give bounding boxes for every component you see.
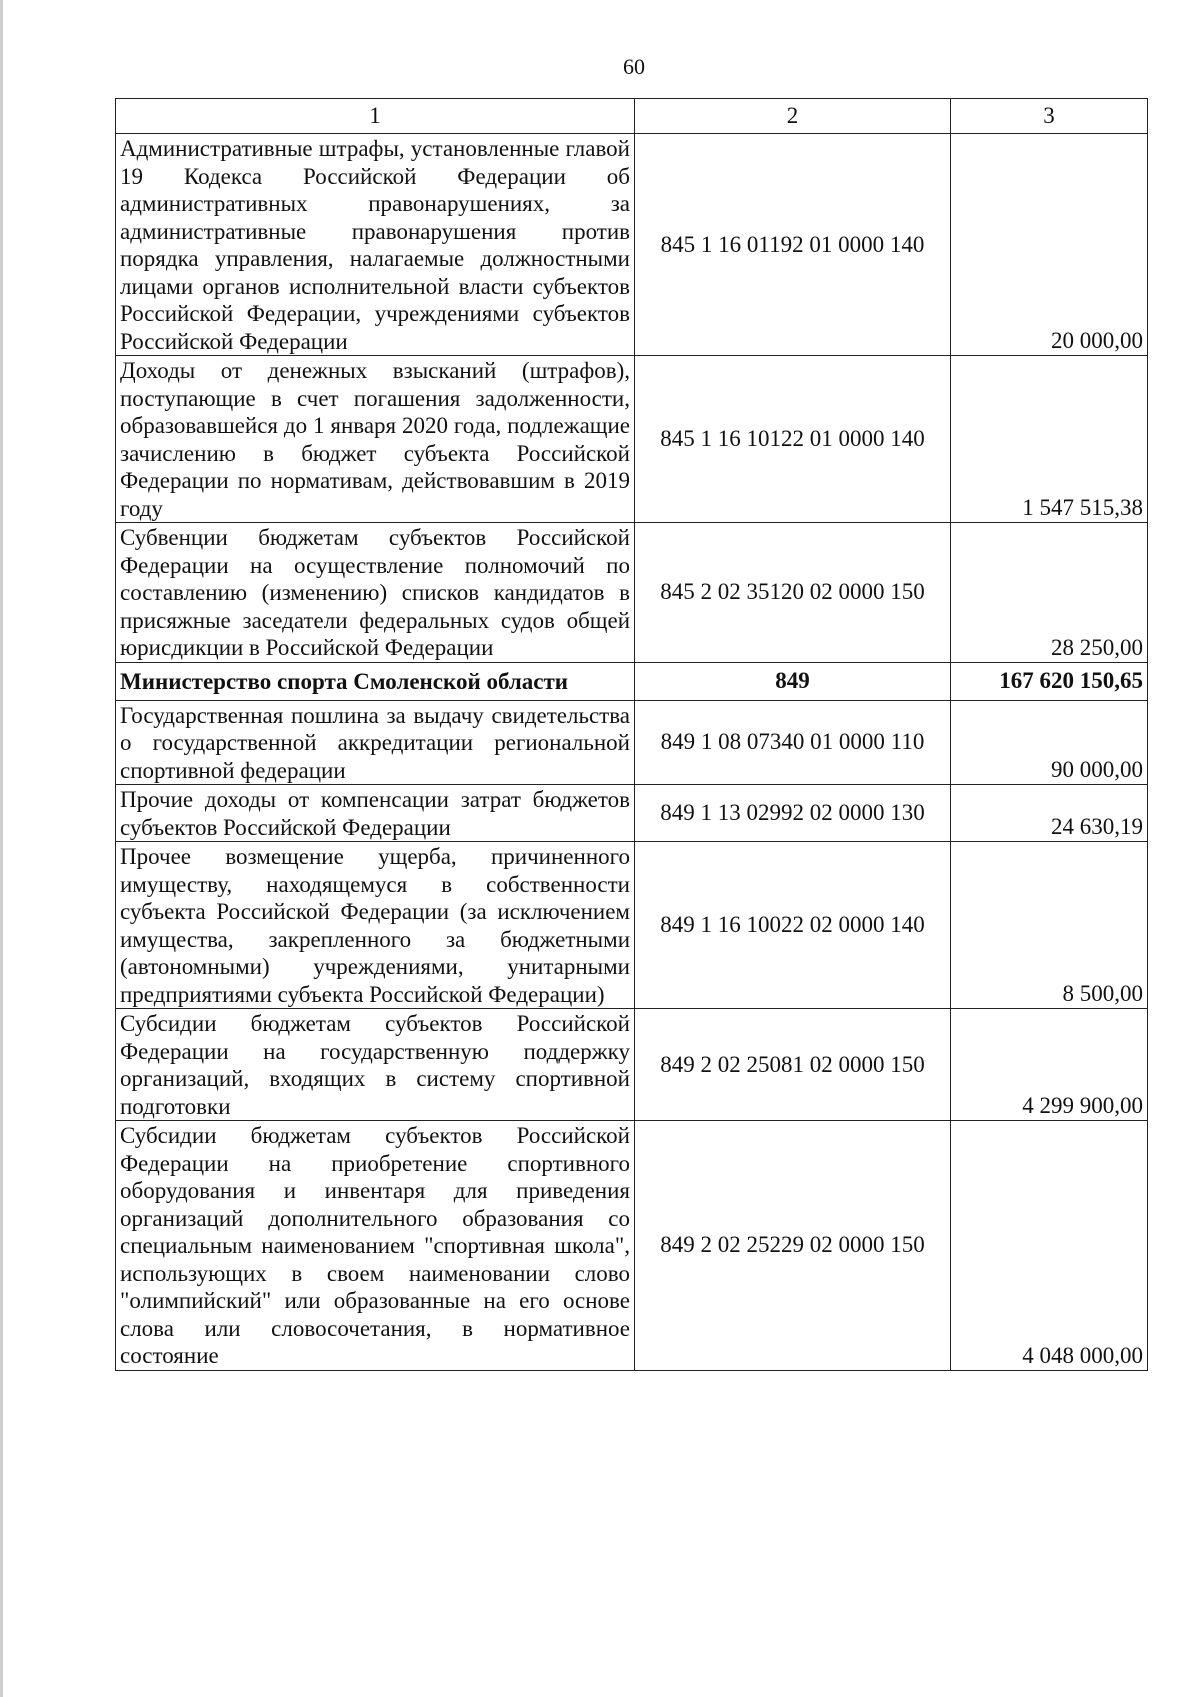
column-header-3: 3 <box>951 99 1148 134</box>
row-amount: 28 250,00 <box>951 523 1148 663</box>
table-row <box>116 1121 1148 1371</box>
table-row-ministry-total <box>116 662 1148 700</box>
row-description: Доходы от денежных взысканий (штрафов), поступающие в счет погашения задолженности, образовавшейся до 1 января 2020 года, подлежащие зачислению в бюджет субъекта Российской Федерации по нормативам, действовавшим в 2019 году <box>116 356 635 523</box>
row-code: 845 1 16 10122 01 0000 140 <box>635 356 951 523</box>
row-code: 849 <box>635 662 951 700</box>
row-amount: 1 547 515,38 <box>951 356 1148 523</box>
table-header-row <box>116 99 1148 134</box>
row-description: Государственная пошлина за выдачу свидетельства о государственной аккредитации региональной спортивной федерации <box>116 700 635 785</box>
row-code: 845 1 16 01192 01 0000 140 <box>635 134 951 356</box>
table-row <box>116 523 1148 663</box>
column-header-2: 2 <box>635 99 951 134</box>
row-code: 849 1 16 10022 02 0000 140 <box>635 842 951 1009</box>
row-amount: 4 048 000,00 <box>951 1121 1148 1371</box>
page-number: 60 <box>623 54 645 79</box>
row-amount: 4 299 900,00 <box>951 1009 1148 1121</box>
table-row <box>116 842 1148 1009</box>
table-row <box>116 785 1148 842</box>
row-description: Субсидии бюджетам субъектов Российской Федерации на приобретение спортивного оборудования и инвентаря для приведения организаций дополнительного образования со специальным наименованием "спортивная школа", использующих в своем наименовании слово "олимпийский" или образованные на его основе слова или словосочетания, в нормативное состояние <box>116 1121 635 1371</box>
row-description: Прочие доходы от компенсации затрат бюджетов субъектов Российской Федерации <box>116 785 635 842</box>
revenue-table <box>115 98 1148 1371</box>
row-code: 849 1 13 02992 02 0000 130 <box>635 785 951 842</box>
row-amount: 24 630,19 <box>951 785 1148 842</box>
column-header-1: 1 <box>116 99 635 134</box>
row-description: Субсидии бюджетам субъектов Российской Федерации на государственную поддержку организаций, входящих в систему спортивной подготовки <box>116 1009 635 1121</box>
scan-edge <box>0 0 3 1697</box>
row-code: 849 1 08 07340 01 0000 110 <box>635 700 951 785</box>
row-amount: 90 000,00 <box>951 700 1148 785</box>
row-amount: 167 620 150,65 <box>951 662 1148 700</box>
row-description: Прочее возмещение ущерба, причиненного имуществу, находящемуся в собственности субъекта Российской Федерации (за исключением имущества, закрепленного за бюджетными (автономными) учреждениями, унитарными предприятиями субъекта Российской Федерации) <box>116 842 635 1009</box>
table-row <box>116 356 1148 523</box>
row-description: Министерство спорта Смоленской области <box>116 662 635 700</box>
table-row <box>116 700 1148 785</box>
row-code: 849 2 02 25229 02 0000 150 <box>635 1121 951 1371</box>
row-code: 849 2 02 25081 02 0000 150 <box>635 1009 951 1121</box>
table-row <box>116 134 1148 356</box>
row-amount: 8 500,00 <box>951 842 1148 1009</box>
row-amount: 20 000,00 <box>951 134 1148 356</box>
row-code: 845 2 02 35120 02 0000 150 <box>635 523 951 663</box>
table-row <box>116 1009 1148 1121</box>
row-description: Административные штрафы, установленные главой 19 Кодекса Российской Федерации об административных правонарушениях, за административные правонарушения против порядка управления, налагаемые должностными лицами органов исполнительной власти субъектов Российской Федерации, учреждениями субъектов Российской Федерации <box>116 134 635 356</box>
row-description: Субвенции бюджетам субъектов Российской Федерации на осуществление полномочий по составлению (изменению) списков кандидатов в присяжные заседатели федеральных судов общей юрисдикции в Российской Федерации <box>116 523 635 663</box>
